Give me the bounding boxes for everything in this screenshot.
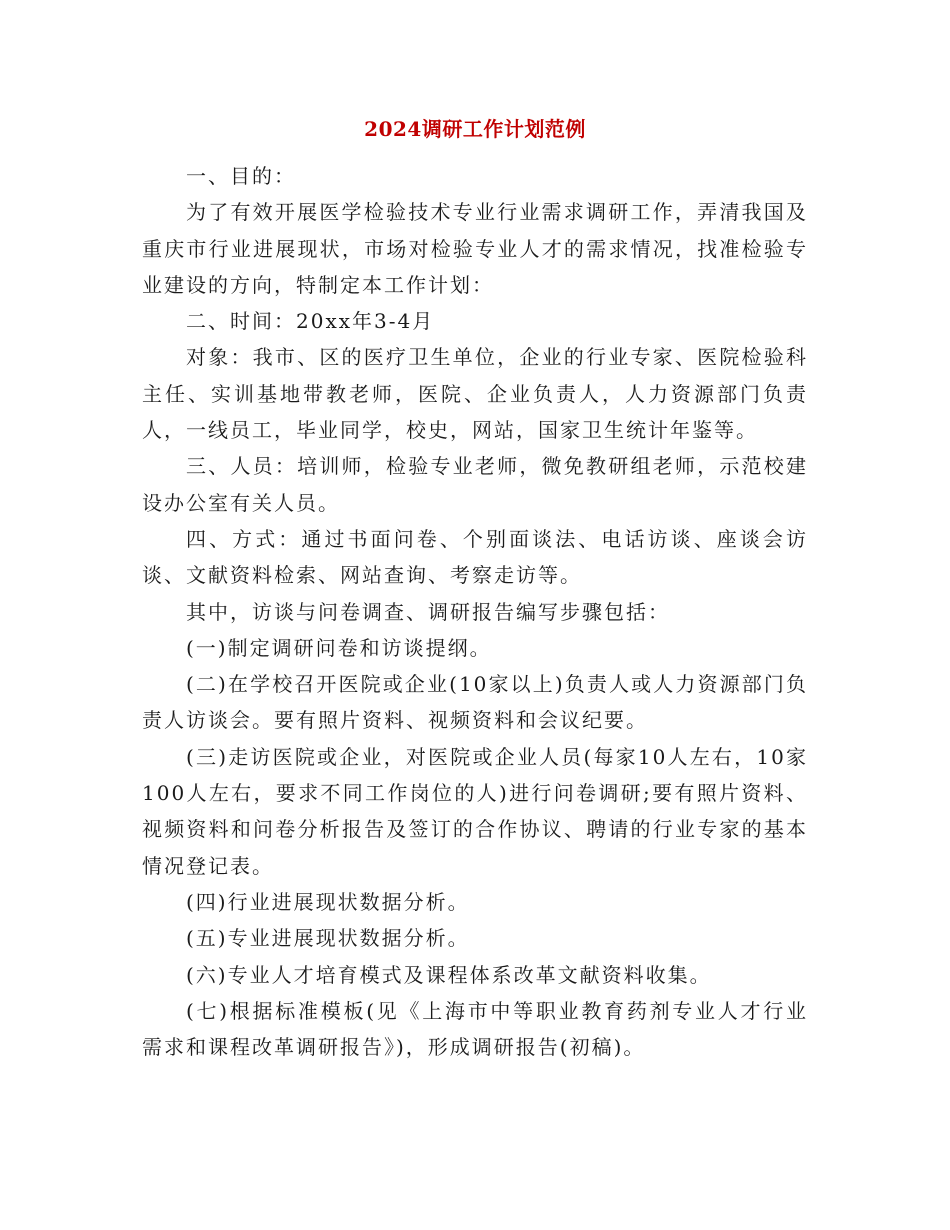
paragraph-purpose-heading: 一、目的： xyxy=(186,164,296,188)
paragraph-personnel: 三、人员：培训师，检验专业老师，微免教研组老师，示范校建设办公室有关人员。 xyxy=(142,454,808,515)
paragraph-step-3: (三)走访医院或企业，对医院或企业人员(每家10人左右，10家100人左右，要求不同工作岗位的人)进行问卷调研;要有照片资料、视频资料和问卷分析报告及签订的合作协议、聘请的行业专家的基本情况登记表。 xyxy=(142,744,808,878)
paragraph-methods: 四、方式：通过书面问卷、个别面谈法、电话访谈、座谈会访谈、文献资料检索、网站查询、考察走访等。 xyxy=(142,526,808,588)
paragraph-step-6: (六)专业人才培育模式及课程体系改革文献资料收集。 xyxy=(186,962,712,987)
paragraph-step-1: (一)制定调研问卷和访谈提纲。 xyxy=(186,635,492,660)
document-body xyxy=(142,158,808,1065)
paragraph-step-4: (四)行业进展现状数据分析。 xyxy=(186,889,470,914)
paragraph-step-2: (二)在学校召开医院或企业(10家以上)负责人或人力资源部门负责人访谈会。要有照片资料、视频资料和会议纪要。 xyxy=(142,672,808,733)
paragraph-step-7: (七)根据标准模板(见《上海市中等职业教育药剂专业人才行业需求和课程改革调研报告》)，形成调研报告(初稿)。 xyxy=(142,998,808,1060)
paragraph-purpose: 为了有效开展医学检验技术专业行业需求调研工作，弄清我国及重庆市行业进展现状，市场对检验专业人才的需求情况，找准检验专业建设的方向，特制定本工作计划： xyxy=(142,200,808,297)
paragraph-steps-intro: 其中，访谈与问卷调查、调研报告编写步骤包括： xyxy=(186,599,670,624)
document-title: 2024调研工作计划范例 xyxy=(364,117,586,141)
paragraph-step-5: (五)专业进展现状数据分析。 xyxy=(186,926,470,951)
paragraph-objects: 对象：我市、区的医疗卫生单位，企业的行业专家、医院检验科主任、实训基地带教老师，医院、企业负责人，人力资源部门负责人，一线员工，毕业同学，校史，网站，国家卫生统计年鉴等。 xyxy=(142,345,808,443)
paragraph-time: 二、时间：20xx年3-4月 xyxy=(186,309,435,334)
